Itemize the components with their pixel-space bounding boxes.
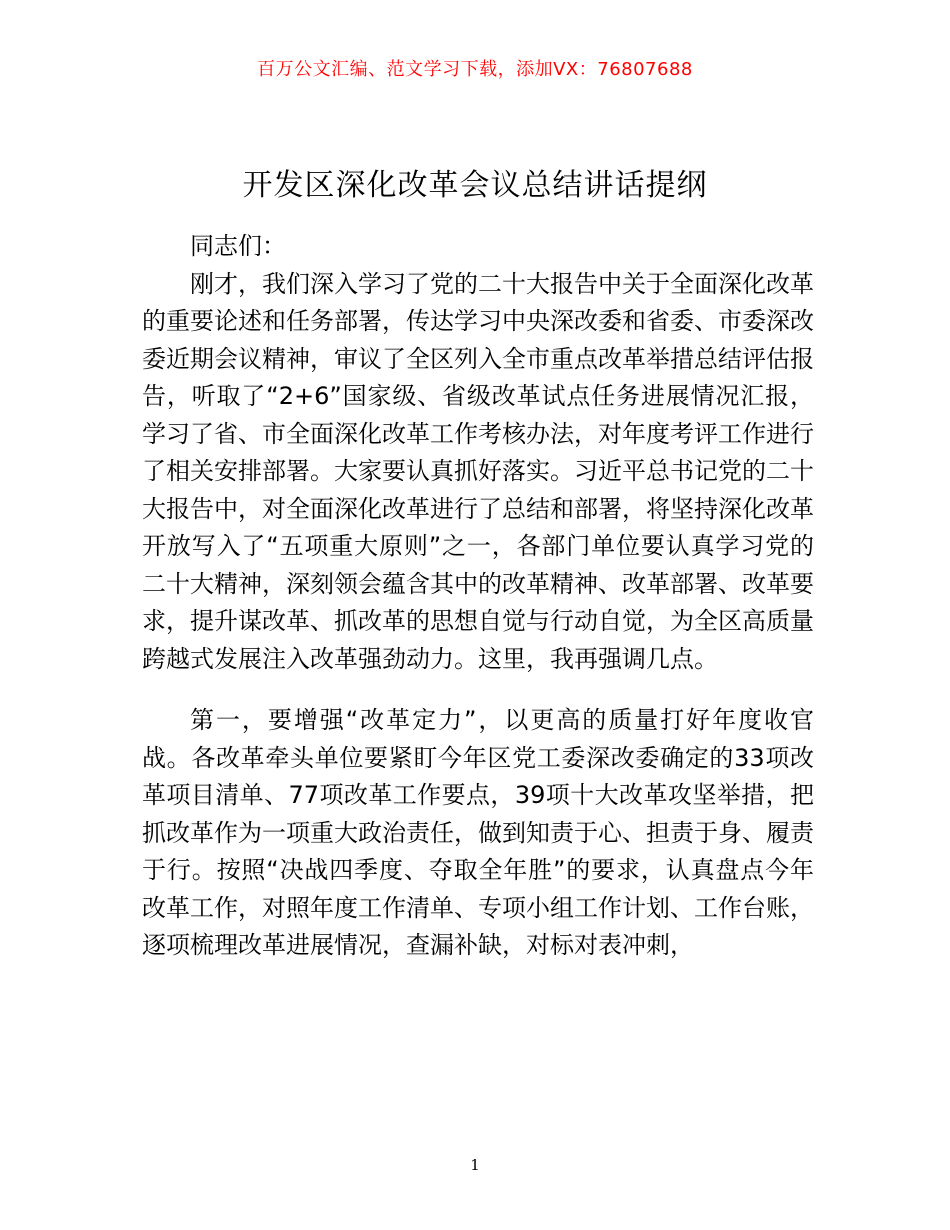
header-note: 百万公文汇编、范文学习下载，添加VX：76807688 — [257, 59, 693, 80]
document-title: 开发区深化改革会议总结讲话提纲 — [242, 168, 708, 203]
page-number: 1 — [470, 1156, 480, 1174]
salutation: 同志们： — [190, 232, 286, 260]
document-body — [142, 228, 814, 965]
paragraph: 第一，要增强“改革定力”，以更高的质量打好年度收官战。各改革牵头单位要紧盯今年区党工委深改委确定的33项改革项目清单、77项改革工作要点，39项十大改革攻坚举措，把抓改革作为一项重大政治责任，做到知责于心、担责于身、履责于行。按照“决战四季度、夺取全年胜”的要求，认真盘点今年改革工作，对照年度工作清单、专项小组工作计划、工作台账，逐项梳理改革进展情况，查漏补缺，对标对表冲刺， — [142, 706, 814, 959]
paragraph: 刚才，我们深入学习了党的二十大报告中关于全面深化改革的重要论述和任务部署，传达学习中央深改委和省委、市委深改委近期会议精神，审议了全区列入全市重点改革举措总结评估报告，听取了“2+6”国家级、省级改革试点任务进展情况汇报，学习了省、市全面深化改革工作考核办法，对年度考评工作进行了相关安排部署。大家要认真抓好落实。习近平总书记党的二十大报告中，对全面深化改革进行了总结和部署，将坚持深化改革开放写入了“五项重大原则”之一，各部门单位要认真学习党的二十大精神，深刻领会蕴含其中的改革精神、改革部署、改革要求，提升谋改革、抓改革的思想自觉与行动自觉，为全区高质量跨越式发展注入改革强劲动力。这里，我再强调几点。 — [142, 269, 814, 673]
